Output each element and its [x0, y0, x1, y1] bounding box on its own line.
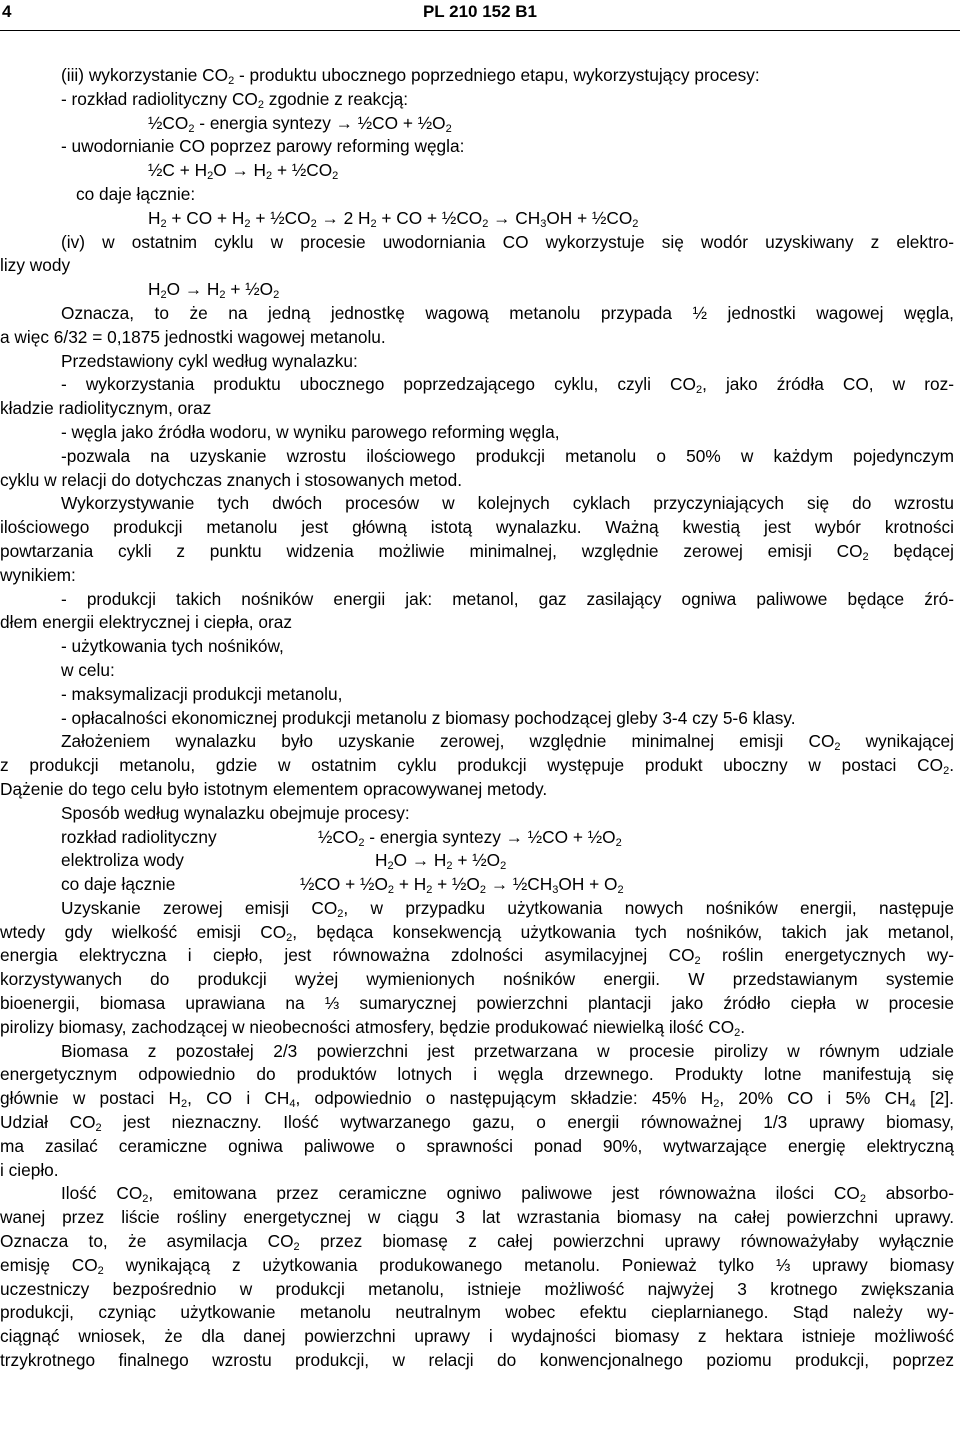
text-line: a więc 6/32 = 0,1875 jednostki wagowej metanolu. — [0, 326, 386, 347]
text-line: ciągnąć wniosek, że dla danej powierzchni uprawy i wydajności biomasy z hektara istnieje możliwość — [0, 1326, 954, 1347]
text-line: korzystywanych do produkcji wyżej wymienionych nośników energii. W przedstawianym systemie — [0, 969, 954, 990]
text-line: energetycznym odpowiednio do produktów lotnych i węgla drzewnego. Produkty lotne manifestują się — [0, 1064, 954, 1085]
document-body — [0, 64, 954, 1373]
text-line: Biomasa z pozostałej 2/3 powierzchni jest przetwarzana w procesie pirolizy w równym udziale — [61, 1040, 954, 1061]
text-line: Oznacza to, że asymilacja $CO_2$ przez biomasę z całej powierzchni uprawy równoważyłaby wyłącznie — [0, 1231, 954, 1254]
text-line: Ilość $CO_2$, emitowana przez ceramiczne ogniwo paliwowe jest równoważna ilości $CO_2$ absorbo- — [61, 1183, 954, 1206]
text-line: Udział $CO_2$ jest nieznaczny. Ilość wytwarzanego gazu, o energii równoważnej 1/3 uprawy biomasy, — [0, 1112, 954, 1135]
formula: ½CO + $\frac{1}{2}O_2 + H_2$ + $\frac{1}{2}O_2$ → $\frac{1}{2}CH_3OH + O_2$ — [300, 874, 624, 897]
process-line — [0, 826, 954, 850]
page-number: 4 — [2, 2, 12, 21]
formula: $H_2O \to H_2$ + $\frac{1}{2}O_2$ — [375, 850, 507, 873]
text-line: - produkcji takich nośników energii jak: metanol, gaz zasilający ogniwa paliwowe będące źró- — [61, 588, 954, 609]
text-line: lizy wody — [0, 255, 71, 276]
text-line: cyklu w relacji do dotychczas znanych i stosowanych metod. — [0, 469, 463, 490]
process-label: elektroliza wody — [61, 850, 184, 871]
text-line: - opłacalności ekonomicznej produkcji metanolu z biomasy pochodzącej gleby 3-4 czy 5-6 klasy. — [61, 707, 796, 728]
text-line: produkcji, czyniąc użytkowanie metanolu neutralnym wobec efektu cieplarnianego. Stąd należy wy- — [0, 1302, 954, 1323]
text-line: dłem energii elektrycznej i ciepła, oraz — [0, 612, 292, 633]
text-line: w celu: — [61, 659, 115, 680]
text-line: ma zasilać ceramiczne ogniwa paliwowe o sprawności ponad 90%, wytwarzające energię elektryczną — [0, 1135, 954, 1156]
text-line: Założeniem wynalazku było uzyskanie zerowej, względnie minimalnej emisji $CO_2$ wynikającej — [61, 731, 954, 754]
text-line: emisję $CO_2$ wynikającą z użytkowania produkowanego metanolu. Ponieważ tylko ⅓ uprawy biomasy — [0, 1254, 954, 1277]
text-line: uczestniczy bezpośrednio w produkcji metanolu, istnieje możliwość najwyżej 3 krotnego zwiększania — [0, 1278, 954, 1299]
text-line: - rozkład radiolityczny $CO_2$ zgodnie z reakcją: — [61, 88, 409, 111]
text-line: powtarzania cykli z punktu widzenia możliwie minimalnej, względnie zerowej emisji $CO_2$ będącej — [0, 540, 954, 563]
text-line: - maksymalizacji produkcji metanolu, — [61, 683, 343, 704]
process-label: co daje łącznie — [61, 874, 176, 895]
text-line: Oznacza, to że na jedną jednostkę wagową metanolu przypada ½ jednostki wagowej węgla, — [61, 302, 954, 323]
text-line: (iv) w ostatnim cyklu w procesie uwodorniania CO wykorzystuje się wodór uzyskiwany z elektro- — [61, 231, 954, 252]
text-line: Przedstawiony cykl według wynalazku: — [61, 350, 358, 371]
text-line: i ciepło. — [0, 1159, 59, 1180]
process-label: rozkład radiolityczny — [61, 826, 217, 847]
formula-line: $\frac{1}{2}CO_2$ - energia syntezy → ½CO + $\frac{1}{2}O_2$ — [148, 112, 452, 135]
text-line: (iii) wykorzystanie $CO_2$ - produktu ubocznego poprzedniego etapu, wykorzystujący procesy: — [61, 65, 760, 87]
text-line: wtedy gdy wielkość emisji $CO_2$, będąca konsekwencją użytkowania tych nośników, takich jak metanol, — [0, 921, 954, 944]
text-line: głównie w postaci $H_2$, CO i $CH_4$, odpowiednio o następującym składzie: 45% $H_2$, 20% CO i 5% $CH_4$ [2]. — [0, 1088, 954, 1111]
text-line: - uwodornianie CO poprzez parowy reforming węgla: — [61, 136, 465, 157]
patent-number: PL 210 152 B1 — [422, 2, 538, 21]
text-line: trzykrotnego finalnego wzrostu produkcji, w relacji do konwencjonalnego poziomu produkcji, poprzez — [0, 1350, 954, 1371]
header-rule — [0, 30, 960, 31]
text-line: - wykorzystania produktu ubocznego poprzedzającego cyklu, czyli $CO_2$, jako źródła CO, w roz- — [61, 374, 954, 397]
text-line: Uzyskanie zerowej emisji $CO_2$, w przypadku użytkowania nowych nośników energii, następuje — [61, 897, 954, 920]
text-line: - użytkowania tych nośników, — [61, 636, 284, 657]
text-line: co daje łącznie: — [76, 183, 196, 204]
text-line: Dążenie do tego celu było istotnym elementem opracowywanej metody. — [0, 778, 548, 799]
formula-line: $H_2$ + CO + $H_2$ + $\frac{1}{2}CO_2 \to 2$ $H_2$ + CO + $\frac{1}{2}CO_2 \to CH_3OH$ + $\frac{1}{2}CO_2$ — [148, 207, 639, 230]
text-line: -pozwala na uzyskanie wzrostu ilościowego produkcji metanolu o 50% w każdym pojedynczym — [61, 445, 954, 466]
page-header — [0, 0, 960, 34]
text-line: pirolizy biomasy, zachodzącej w nieobecności atmosfery, będzie produkować niewielką ilość $CO_2$. — [0, 1016, 746, 1039]
formula-line: $H_2O \to H_2$ + $\frac{1}{2}O_2$ — [148, 279, 280, 302]
text-line: Sposób według wynalazku obejmuje procesy: — [61, 802, 410, 823]
text-line: energia elektryczna i ciepło, jest równoważna zdolności asymilacyjnej $CO_2$ roślin energetycznych wy- — [0, 945, 954, 968]
text-line: z produkcji metanolu, gdzie w ostatnim cyklu produkcji występuje produkt uboczny w postaci $CO_2$. — [0, 755, 954, 778]
text-line: ilościowego produkcji metanolu jest główną istotą wynalazku. Ważną kwestią jest wybór krotności — [0, 517, 954, 538]
formula-line: ½C + $H_2O \to H_2$ + $\frac{1}{2}CO_2$ — [148, 160, 339, 183]
text-line: kładzie radiolitycznym, oraz — [0, 398, 212, 419]
formula: $\frac{1}{2}CO_2$ - energia syntezy → ½CO + $\frac{1}{2}O_2$ — [318, 826, 622, 849]
process-line — [0, 873, 954, 897]
process-line — [0, 849, 954, 873]
text-line: wanej przez liście rośliny energetycznej w ciągu 3 lat wzrastania biomasy na całej powierzchni uprawy. — [0, 1207, 954, 1228]
text-line: Wykorzystywanie tych dwóch procesów w kolejnych cyklach przyczyniających się do wzrostu — [61, 493, 954, 514]
text-line: wynikiem: — [0, 564, 76, 585]
text-line: - węgla jako źródła wodoru, w wyniku parowego reforming węgla, — [61, 421, 560, 442]
text-line: bioenergii, biomasa uprawiana na ⅓ sumarycznej powierzchni plantacji jako źródło ciepła w procesie — [0, 993, 954, 1014]
